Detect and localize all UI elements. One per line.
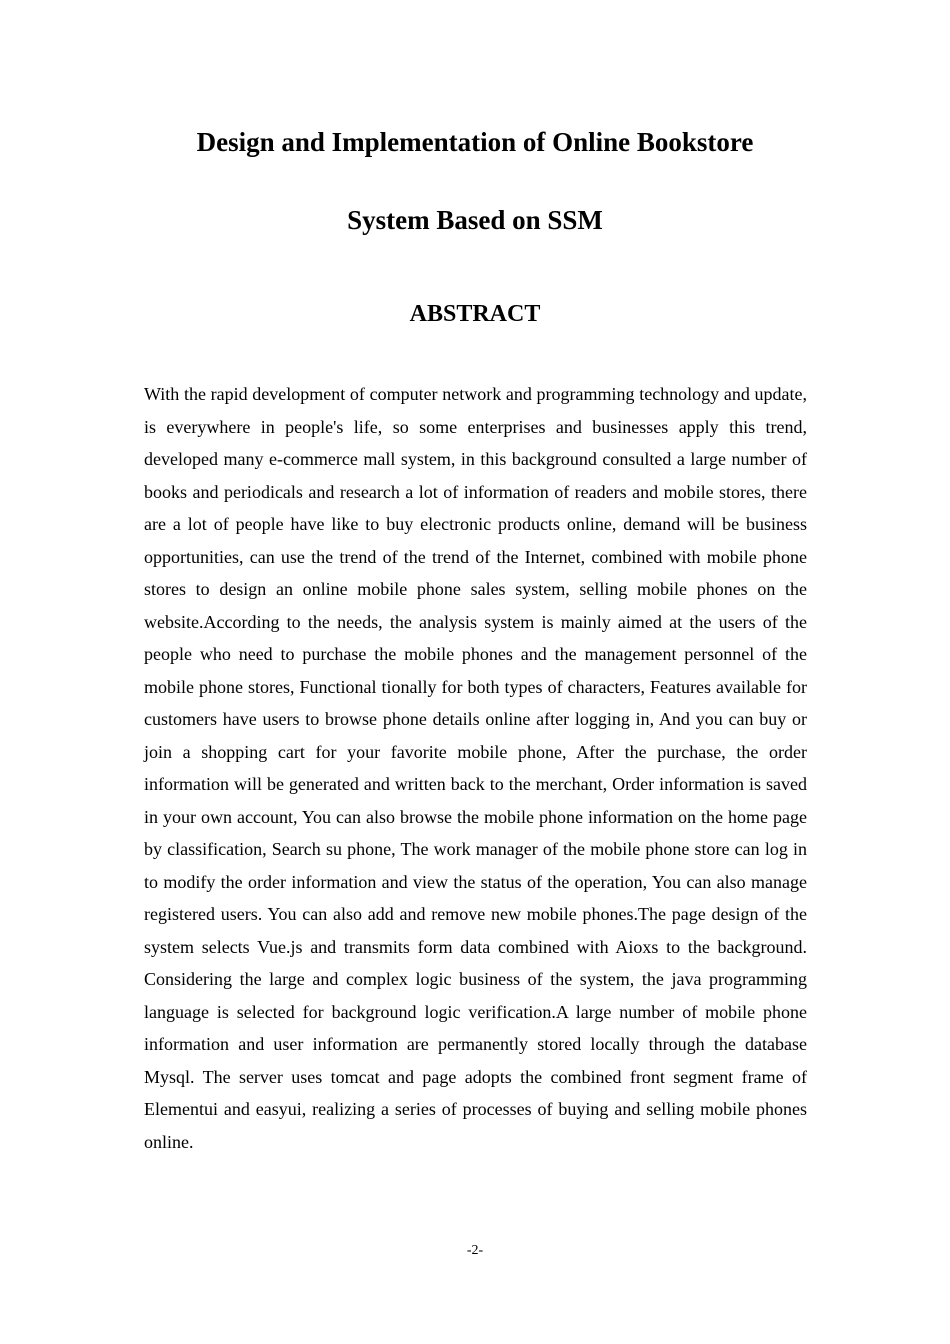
- document-title-line-2: System Based on SSM: [347, 205, 603, 235]
- abstract-body: With the rapid development of computer network and programming technology and update, is everywhere in people's life, so some enterprises and businesses apply this trend, developed many e-commerce mall system, in this background consulted a large number of books and periodicals and research a lot of information of readers and mobile stores, there are a lot of people have like to buy electronic products online, demand will be business opportunities, can use the trend of the trend of the Internet, combined with mobile phone stores to design an online mobile phone sales system, selling mobile phones on the website.According to the needs, the analysis system is mainly aimed at the users of the people who need to purchase the mobile phones and the management personnel of the mobile phone stores, Functional tionally for both types of characters, Features available for customers have users to browse phone details online after logging in, And you can buy or join a shopping cart for your favorite mobile phone, After the purchase, the order information will be generated and written back to the merchant, Order information is saved in your own account, You can also browse the mobile phone information on the home page by classification, Search su phone, The work manager of the mobile phone store can log in to modify the order information and view the status of the operation, You can also manage registered users. You can also add and remove new mobile phones.The page design of the system selects Vue.js and transmits form data combined with Aioxs to the background. Considering the large and complex logic business of the system, the java programming language is selected for background logic verification.A large number of mobile phone information and user information are permanently stored locally through the database Mysql. The server uses tomcat and page adopts the combined front segment frame of Elementui and easyui, realizing a series of processes of buying and selling mobile phones online.: [144, 384, 807, 1152]
- abstract-heading: ABSTRACT: [409, 301, 541, 327]
- page-number: -2-: [466, 1243, 484, 1258]
- document-title-line-1: Design and Implementation of Online Bookstore: [196, 127, 754, 157]
